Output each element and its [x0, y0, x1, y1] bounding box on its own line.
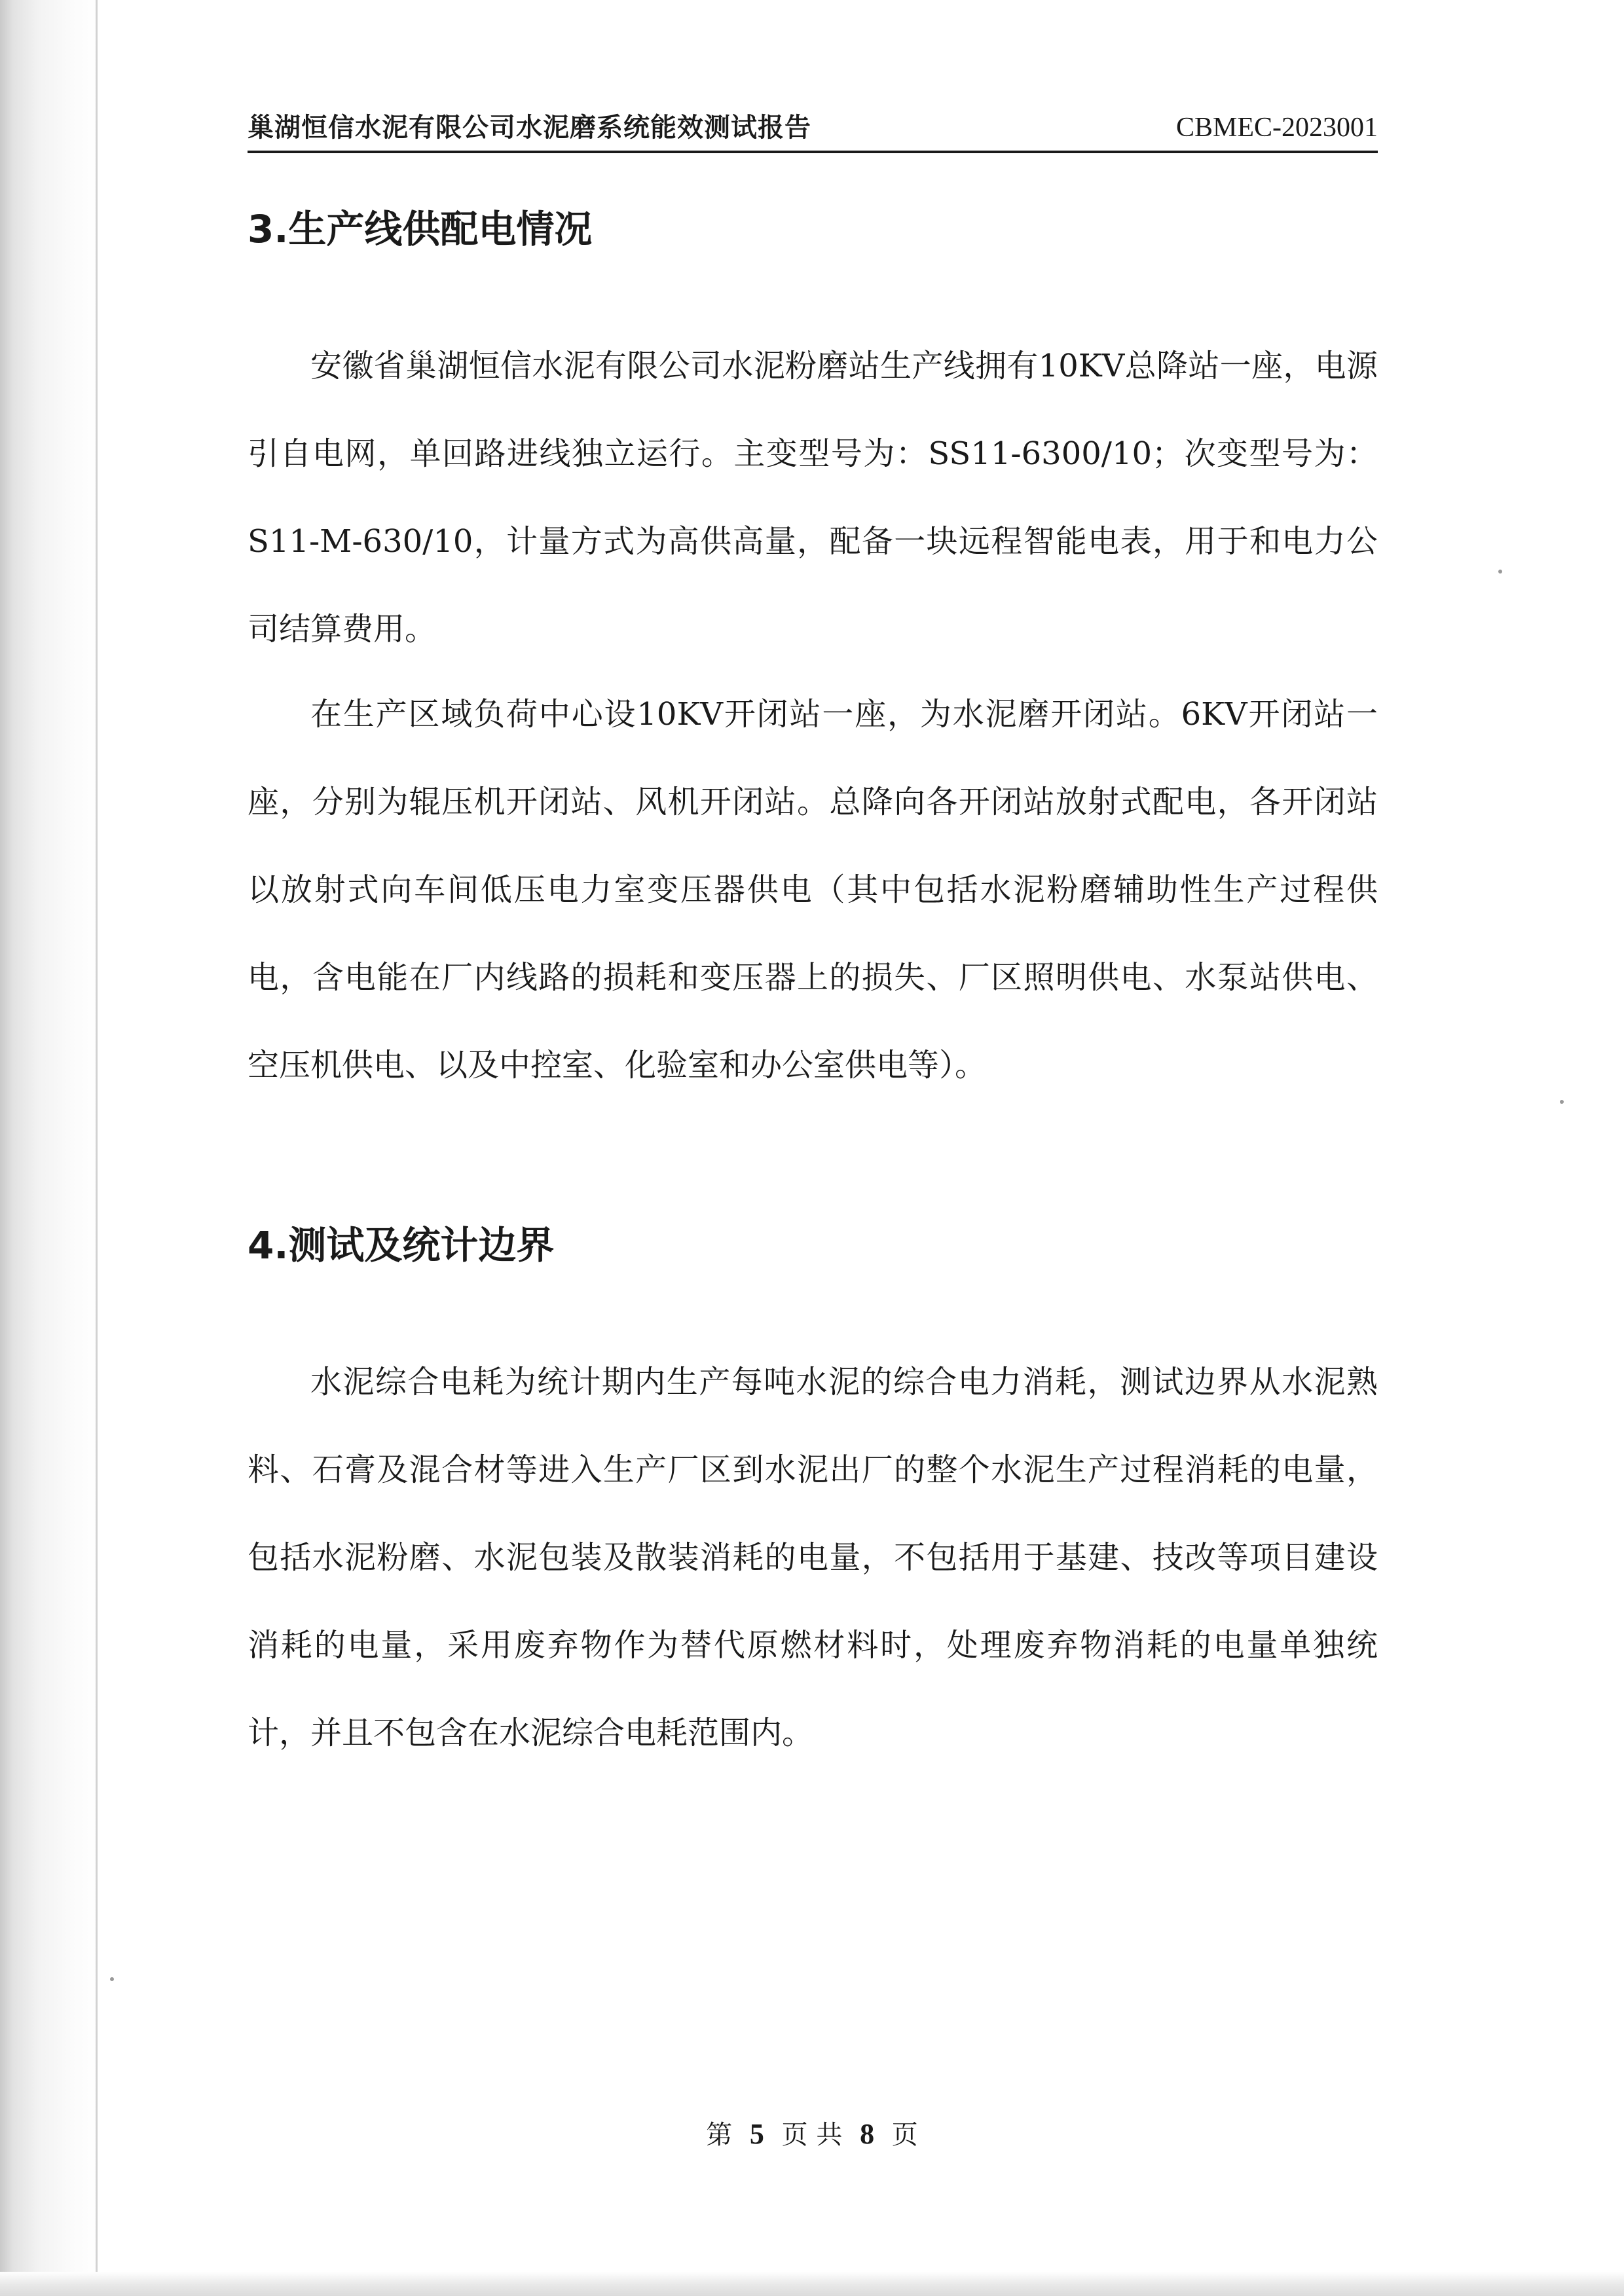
total-pages: 8	[860, 2118, 875, 2150]
scan-speck	[1560, 1100, 1564, 1104]
scan-bottom-edge	[0, 2272, 1624, 2296]
page-header	[248, 105, 1378, 153]
footer-middle: 页 共	[781, 2120, 843, 2150]
footer-suffix: 页	[891, 2120, 918, 2150]
section-4-heading: 4.测试及统计边界	[248, 1223, 555, 1267]
page-number: 5	[749, 2118, 764, 2150]
section-3-paragraph-2: 在生产区域负荷中心设10KV开闭站一座，为水泥磨开闭站。6KV开闭站一座，分别为辊压机开闭站、风机开闭站。总降向各开闭站放射式配电，各开闭站以放射式向车间低压电力室变压器供电（其中包括水泥粉磨辅助性生产过程供电，含电能在厂内线路的损耗和变压器上的损失、厂区照明供电、水泵站供电、空压机供电、以及中控室、化验室和办公室供电等）。	[248, 696, 1378, 1084]
section-3-paragraph-1: 安徽省巢湖恒信水泥有限公司水泥粉磨站生产线拥有10KV总降站一座，电源引自电网，单回路进线独立运行。主变型号为：SS11-6300/10；次变型号为：S11-M-630/10，计量方式为高供高量，配备一块远程智能电表，用于和电力公司结算费用。	[248, 348, 1378, 647]
footer-prefix: 第	[706, 2120, 733, 2150]
section-3-heading: 3.生产线供配电情况	[248, 207, 593, 251]
scan-speck	[1498, 570, 1502, 574]
scan-binding-line	[96, 0, 98, 2296]
report-code: CBMEC-2023001	[1175, 113, 1378, 143]
section-4-paragraph-1: 水泥综合电耗为统计期内生产每吨水泥的综合电力消耗，测试边界从水泥熟料、石膏及混合材等进入生产厂区到水泥出厂的整个水泥生产过程消耗的电量，包括水泥粉磨、水泥包装及散装消耗的电量，不包括用于基建、技改等项目建设消耗的电量，采用废弃物作为替代原燃材料时，处理废弃物消耗的电量单独统计，并且不包含在水泥综合电耗范围内。	[248, 1364, 1378, 1751]
report-title: 巢湖恒信水泥有限公司水泥磨系统能效测试报告	[248, 113, 811, 143]
scan-speck	[110, 1977, 114, 1981]
scan-shadow-edge	[0, 0, 98, 2296]
page-footer	[0, 2115, 1624, 2155]
